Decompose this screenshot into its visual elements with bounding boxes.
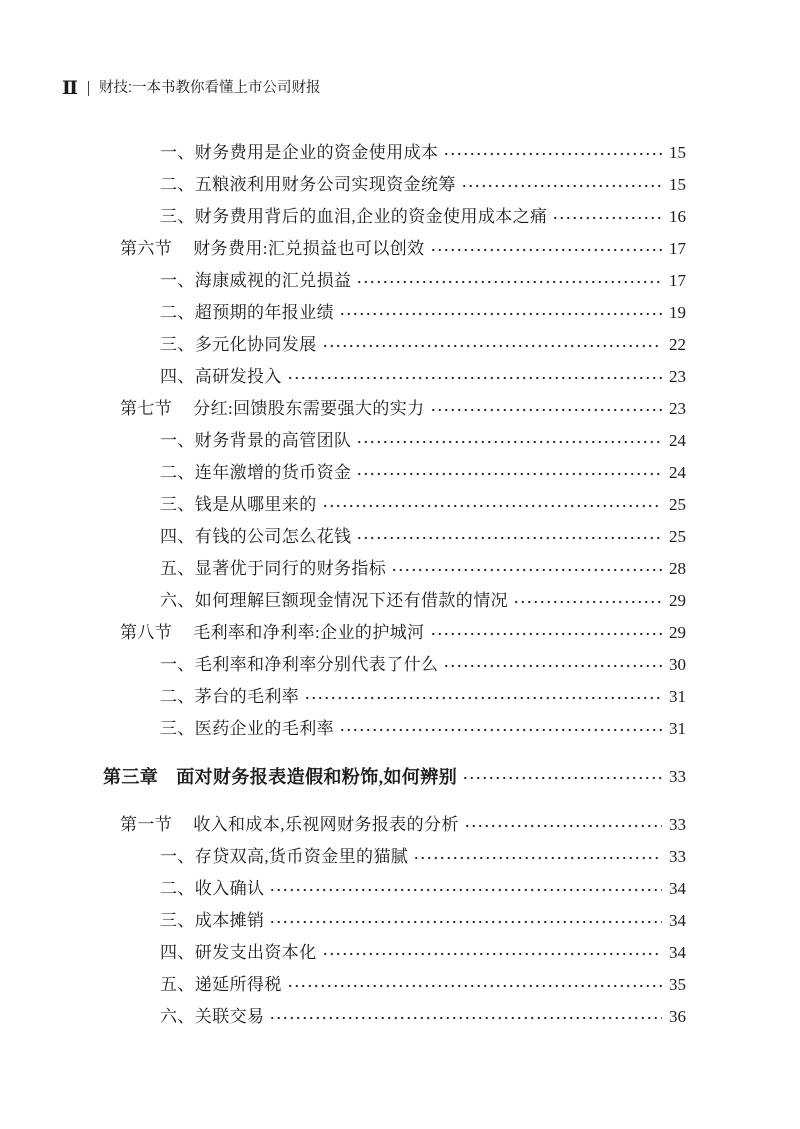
- toc-item: [0, 521, 800, 553]
- page-numeral: Ⅱ: [62, 77, 79, 99]
- toc-item: [0, 841, 800, 873]
- item-title: 三、多元化协同发展: [160, 335, 317, 354]
- page-number: 33: [669, 815, 686, 834]
- item-title: 一、毛利率和净利率分别代表了什么: [160, 655, 439, 674]
- toc-item: [0, 489, 800, 521]
- dot-leader: [287, 361, 662, 393]
- dot-leader: [269, 1001, 662, 1033]
- section-title: 毛利率和净利率:企业的护城河: [193, 623, 425, 642]
- toc-item: [0, 553, 800, 585]
- page-number: 30: [669, 655, 686, 674]
- dot-leader: [413, 841, 662, 873]
- page-number: 29: [669, 591, 686, 610]
- dot-leader: [430, 617, 662, 649]
- dot-leader: [462, 761, 662, 793]
- page-number: 17: [669, 271, 686, 290]
- section-title: 分红:回馈股东需要强大的实力: [193, 399, 425, 418]
- item-title: 五、递延所得税: [160, 975, 282, 994]
- section-label: 第七节: [120, 399, 173, 418]
- page-number: 34: [669, 943, 686, 962]
- dot-leader: [430, 393, 662, 425]
- toc-section: [0, 617, 800, 649]
- dot-leader: [304, 681, 662, 713]
- toc-item: [0, 297, 800, 329]
- toc-section: [0, 809, 800, 841]
- page-number: 35: [669, 975, 686, 994]
- toc-section: [0, 233, 800, 265]
- item-title: 一、海康威视的汇兑损益: [160, 271, 352, 290]
- dot-leader: [391, 553, 662, 585]
- toc-chapter: [0, 761, 800, 793]
- page-number: 22: [669, 335, 686, 354]
- dot-leader: [356, 265, 662, 297]
- toc-item: [0, 265, 800, 297]
- dot-leader: [513, 585, 662, 617]
- dot-leader: [322, 489, 662, 521]
- section-title: 财务费用:汇兑损益也可以创效: [193, 239, 425, 258]
- dot-leader: [269, 905, 662, 937]
- page-number: 33: [669, 767, 686, 786]
- item-title: 三、财务费用背后的血泪,企业的资金使用成本之痛: [160, 207, 548, 226]
- toc-item: [0, 361, 800, 393]
- page-number: 15: [669, 175, 686, 194]
- page-number: 34: [669, 879, 686, 898]
- item-title: 一、财务费用是企业的资金使用成本: [160, 143, 439, 162]
- toc-item: [0, 169, 800, 201]
- dot-leader: [464, 809, 662, 841]
- page-number: 31: [669, 719, 686, 738]
- page-number: 34: [669, 911, 686, 930]
- dot-leader: [269, 873, 662, 905]
- page-number: 28: [669, 559, 686, 578]
- item-title: 二、连年激增的货币资金: [160, 463, 352, 482]
- dot-leader: [287, 969, 662, 1001]
- dot-leader: [461, 169, 662, 201]
- page-number: 15: [669, 143, 686, 162]
- dot-leader: [356, 457, 662, 489]
- section-label: 第一节: [120, 815, 173, 834]
- page-number: 33: [669, 847, 686, 866]
- dot-leader: [552, 201, 662, 233]
- toc-item: [0, 905, 800, 937]
- chapter-label: 第三章: [103, 767, 159, 787]
- page-number: 25: [669, 527, 686, 546]
- section-title: 收入和成本,乐视网财务报表的分析: [193, 815, 459, 834]
- section-label: 第八节: [120, 623, 173, 642]
- item-title: 一、财务背景的高管团队: [160, 431, 352, 450]
- item-title: 三、钱是从哪里来的: [160, 495, 317, 514]
- dot-leader: [356, 425, 662, 457]
- item-title: 三、成本摊销: [160, 911, 265, 930]
- toc-item: [0, 201, 800, 233]
- toc-item: [0, 585, 800, 617]
- toc-item: [0, 873, 800, 905]
- page-number: 16: [669, 207, 686, 226]
- page-number: 24: [669, 431, 686, 450]
- page-number: 29: [669, 623, 686, 642]
- item-title: 二、五粮液利用财务公司实现资金统筹: [160, 175, 456, 194]
- dot-leader: [356, 521, 662, 553]
- dot-leader: [339, 297, 662, 329]
- dot-leader: [322, 329, 662, 361]
- chapter-title: 面对财务报表造假和粉饰,如何辨别: [176, 767, 458, 787]
- page-number: 36: [669, 1007, 686, 1026]
- dot-leader: [322, 937, 662, 969]
- toc-item: [0, 457, 800, 489]
- page-number: 25: [669, 495, 686, 514]
- toc-item: [0, 969, 800, 1001]
- page-number: 19: [669, 303, 686, 322]
- page-number: 31: [669, 687, 686, 706]
- item-title: 四、有钱的公司怎么花钱: [160, 527, 352, 546]
- page-number: 17: [669, 239, 686, 258]
- toc-item: [0, 425, 800, 457]
- running-head-book-title: 财技:一本书教你看懂上市公司财报: [99, 80, 321, 96]
- dot-leader: [443, 137, 662, 169]
- item-title: 六、如何理解巨额现金情况下还有借款的情况: [160, 591, 508, 610]
- table-of-contents: [0, 137, 800, 1033]
- header-divider: [88, 81, 89, 96]
- item-title: 二、收入确认: [160, 879, 265, 898]
- dot-leader: [339, 713, 662, 745]
- item-title: 五、显著优于同行的财务指标: [160, 559, 387, 578]
- toc-item: [0, 681, 800, 713]
- toc-item: [0, 649, 800, 681]
- dot-leader: [443, 649, 662, 681]
- item-title: 六、关联交易: [160, 1007, 265, 1026]
- dot-leader: [430, 233, 662, 265]
- page-number: 23: [669, 399, 686, 418]
- toc-item: [0, 937, 800, 969]
- toc-item: [0, 1001, 800, 1033]
- page-number: 23: [669, 367, 686, 386]
- section-label: 第六节: [120, 239, 173, 258]
- item-title: 四、高研发投入: [160, 367, 282, 386]
- toc-item: [0, 713, 800, 745]
- item-title: 二、茅台的毛利率: [160, 687, 300, 706]
- page-number: 24: [669, 463, 686, 482]
- toc-item: [0, 329, 800, 361]
- toc-item: [0, 137, 800, 169]
- item-title: 四、研发支出资本化: [160, 943, 317, 962]
- item-title: 一、存贷双高,货币资金里的猫腻: [160, 847, 409, 866]
- toc-section: [0, 393, 800, 425]
- item-title: 二、超预期的年报业绩: [160, 303, 334, 322]
- item-title: 三、医药企业的毛利率: [160, 719, 334, 738]
